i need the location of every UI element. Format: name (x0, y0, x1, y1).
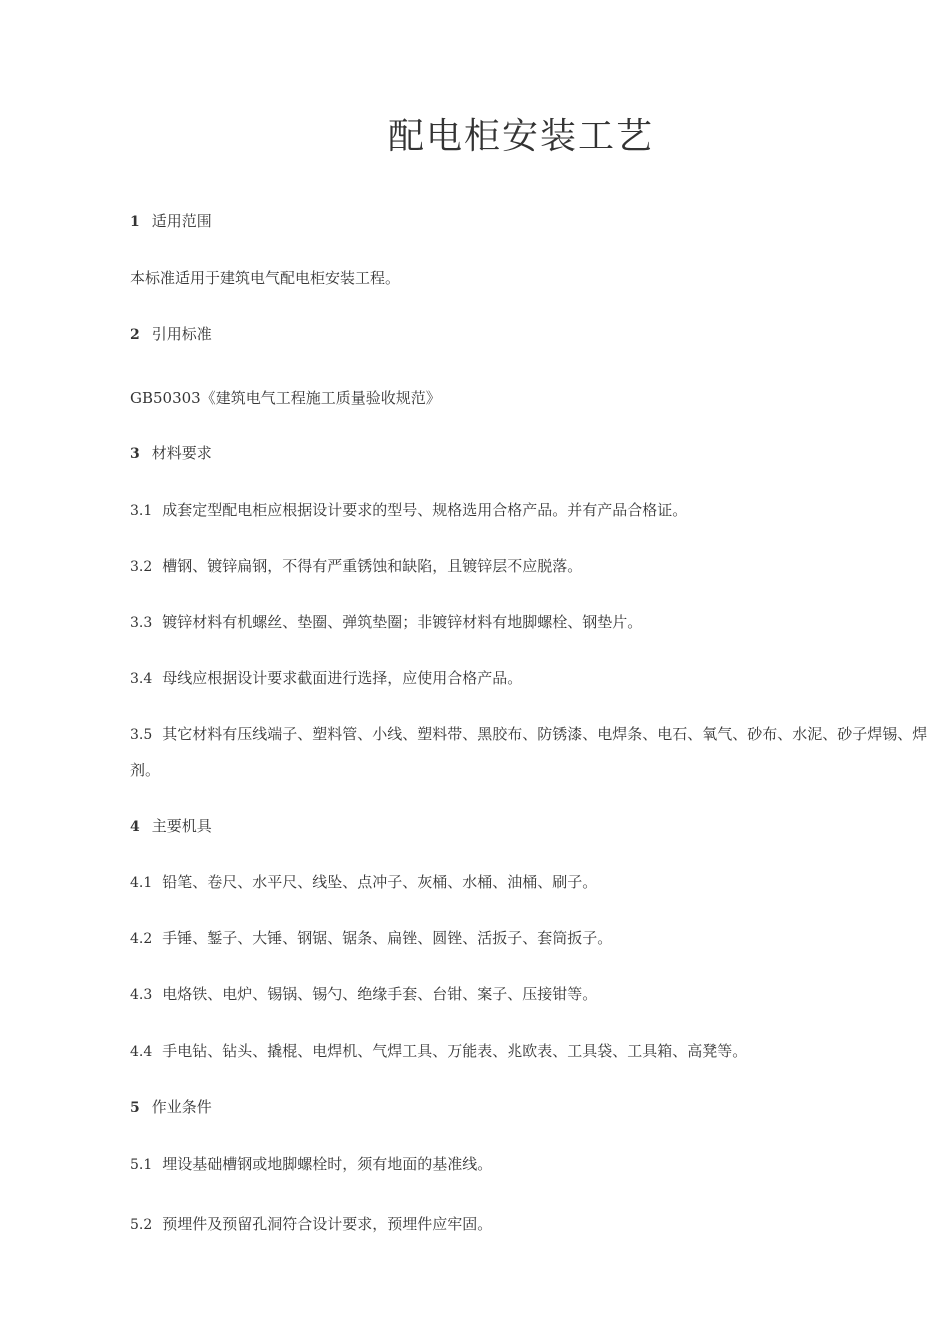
section-heading-text: 作业条件 (151, 1098, 212, 1116)
paragraph-scope (130, 268, 400, 288)
section-heading-5 (130, 1097, 212, 1118)
section-heading-1 (130, 211, 212, 232)
section-number: 3 (130, 446, 140, 462)
section-heading-3 (130, 443, 212, 464)
list-item-3-3 (130, 612, 642, 633)
item-text: 手电钻、钻头、撬棍、电焊机、气焊工具、万能表、兆欧表、工具袋、工具箱、高凳等。 (162, 1042, 748, 1060)
section-heading-4 (130, 816, 212, 837)
item-text: 镀锌材料有机螺丝、垫圈、弹筑垫圈；非镀锌材料有地脚螺栓、钢垫片。 (162, 613, 643, 631)
list-item-3-2 (130, 556, 582, 577)
section-heading-text: 引用标准 (151, 325, 212, 343)
item-number: 4.2 (130, 931, 153, 947)
section-number: 5 (130, 1100, 140, 1116)
item-number: 3.3 (130, 615, 153, 631)
item-number: 3.4 (130, 671, 153, 687)
item-text: 电烙铁、电炉、锡锅、锡勺、绝缘手套、台钳、案子、压接钳等。 (162, 985, 598, 1003)
item-text: 手锤、錾子、大锤、钢锯、锯条、扁锉、圆锉、活扳子、套筒扳子。 (162, 929, 613, 947)
item-text: 成套定型配电柜应根据设计要求的型号、规格选用合格产品。并有产品合格证。 (162, 501, 688, 519)
list-item-3-1 (130, 500, 687, 521)
list-item-5-1 (130, 1154, 492, 1175)
item-number: 5.2 (130, 1217, 153, 1233)
section-heading-text: 主要机具 (151, 817, 212, 835)
section-number: 2 (130, 327, 140, 343)
section-heading-text: 材料要求 (151, 444, 212, 462)
list-item-4-4 (130, 1041, 747, 1062)
list-item-4-1 (130, 872, 597, 893)
paragraph-standard (130, 388, 441, 408)
list-item-3-5 (130, 717, 930, 788)
document-title: 配电柜安装工艺 (388, 116, 655, 157)
paragraph-text: 本标准适用于建筑电气配电柜安装工程。 (130, 269, 401, 287)
list-item-4-2 (130, 928, 612, 949)
item-text: 母线应根据设计要求截面进行选择，应使用合格产品。 (162, 669, 523, 687)
item-number: 3.5 (130, 727, 153, 743)
section-heading-text: 适用范围 (151, 212, 212, 230)
list-item-3-4 (130, 668, 522, 689)
item-number: 3.1 (130, 503, 153, 519)
item-text: 预埋件及预留孔洞符合设计要求，预埋件应牢固。 (162, 1215, 493, 1233)
item-number: 5.1 (130, 1157, 153, 1173)
item-text: 铅笔、卷尺、水平尺、线坠、点冲子、灰桶、水桶、油桶、刷子。 (162, 873, 598, 891)
item-text: 埋设基础槽钢或地脚螺栓时，须有地面的基准线。 (162, 1155, 493, 1173)
item-number: 4.4 (130, 1044, 153, 1060)
section-heading-2 (130, 324, 212, 345)
item-number: 4.1 (130, 875, 153, 891)
item-text: 其它材料有压线端子、塑料管、小线、塑料带、黑胶布、防锈漆、电焊条、电石、氧气、砂布、水泥、砂子焊锡、焊剂。 (130, 725, 928, 779)
item-number: 4.3 (130, 987, 153, 1003)
item-text: 槽钢、镀锌扁钢，不得有严重锈蚀和缺陷，且镀锌层不应脱落。 (162, 557, 583, 575)
paragraph-text: GB50303《建筑电气工程施工质量验收规范》 (130, 389, 441, 407)
section-number: 4 (130, 819, 140, 835)
list-item-4-3 (130, 984, 597, 1005)
list-item-5-2 (130, 1214, 492, 1235)
section-number: 1 (130, 214, 140, 230)
item-number: 3.2 (130, 559, 153, 575)
